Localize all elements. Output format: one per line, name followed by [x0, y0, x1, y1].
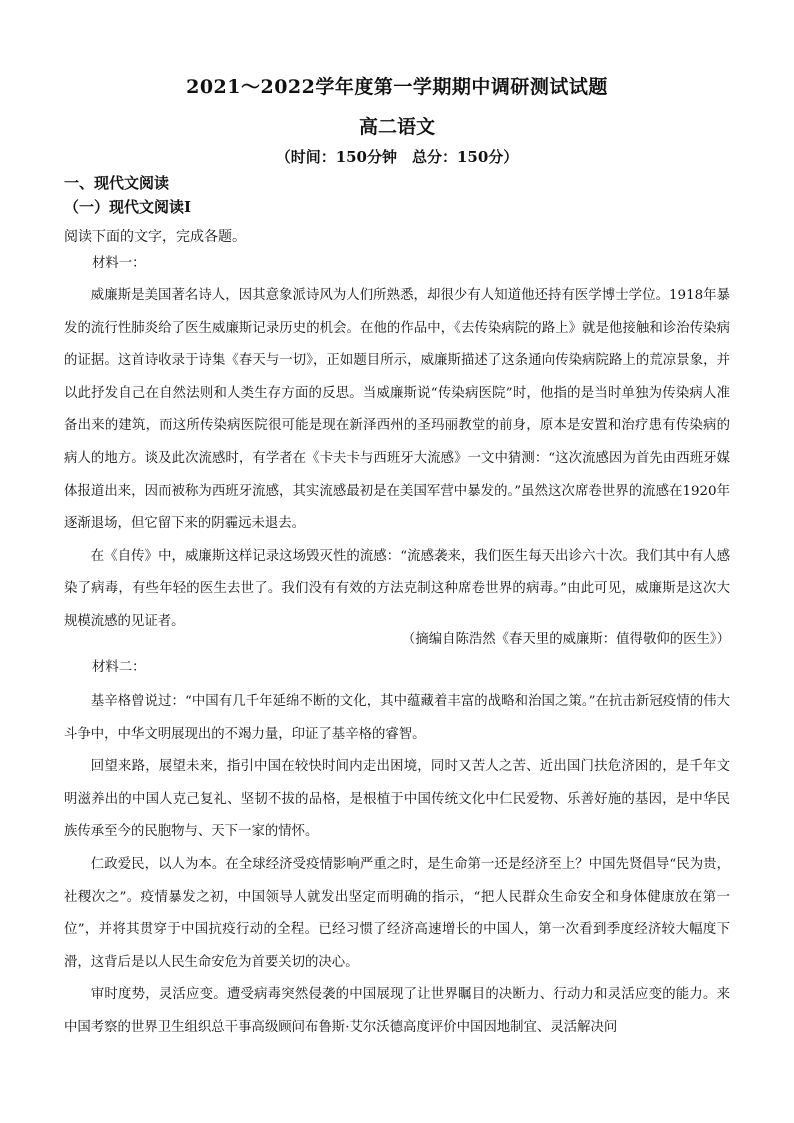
material-two-body	[64, 686, 730, 1045]
subsection-heading: （一）现代文阅读Ⅰ	[64, 198, 192, 216]
material-one-body	[64, 280, 730, 639]
material-two-paragraph: 回望来路，展望未来，指引中国在较快时间内走出困境，同时又苦人之苦、近出国门扶危济困的，是千年文明滋养出的中国人克己复礼、坚韧不拔的品格，是根植于中国传统文化中仁民爱物、乐善好施的基因，是中华民族传承至今的民胞物与、天下一家的情怀。	[64, 759, 730, 840]
material-one-label: 材料一：	[92, 256, 146, 271]
exam-time-score: （时间：150分钟 总分：150分）	[275, 148, 519, 166]
material-two-label: 材料二：	[92, 660, 146, 675]
material-two-paragraph: 仁政爱民，以人为本。在全球经济受疫情影响严重之时，是生命第一还是经济至上？中国先贤倡导“民为贵，社稷次之”。疫情暴发之初，中国领导人就发出坚定而明确的指示，“把人民群众生命安全和身体健康放在第一位”，并将其贯穿于中国抗疫行动的全程。已经习惯了经济高速增长的中国人，第一次看到季度经济较大幅度下滑，这背后是以人民生命安危为首要关切的决心。	[64, 856, 730, 970]
material-two-paragraph: 审时度势，灵活应变。遭受病毒突然侵袭的中国展现了让世界瞩目的决断力、行动力和灵活应变的能力。来中国考察的世界卫生组织总干事高级顾问布鲁斯·艾尔沃德高度评价中国因地制宜、灵活解决问	[64, 987, 730, 1035]
material-two-paragraph: 基辛格曾说过：“中国有几千年延绵不断的文化，其中蕴藏着丰富的战略和治国之策。”在抗击新冠疫情的伟大斗争中，中华文明展现出的不竭力量，印证了基辛格的睿智。	[64, 694, 730, 742]
reading-instruction: 阅读下面的文字，完成各题。	[64, 229, 246, 245]
material-one-paragraph: 威廉斯是美国著名诗人，因其意象派诗风为人们所熟悉，却很少有人知道他还持有医学博士学位。1918年暴发的流行性肺炎给了医生威廉斯记录历史的机会。在他的作品中，《去传染病院的路上》就是他接触和诊治传染病的证据。这首诗收录于诗集《春天与一切》，正如题目所示，威廉斯描述了这条通向传染病院路上的荒凉景象，并以此抒发自己在自然法则和人类生存方面的反思。当威廉斯说“传染病医院”时，他指的是当时单独为传染病人准备出来的建筑，而这所传染病医院很可能是现在新泽西州的圣玛丽教堂的前身，原本是安置和治疗患有传染病的病人的地方。谈及此次流感时，有学者在《卡夫卡与西班牙大流感》一文中猜测：“这次流感因为首先由西班牙媒体报道出来，因而被称为西班牙流感，其实流感最初是在美国军营中暴发的。”虽然这次席卷世界的流感在1920年逐渐退场，但它留下来的阴霾远未退去。	[64, 288, 730, 532]
material-one-source: （摘编自陈浩然《春天里的威廉斯：值得敬仰的医生》）	[401, 632, 730, 647]
exam-title: 2021～2022学年度第一学期期中调研测试试题	[186, 76, 608, 98]
exam-subject: 高二语文	[358, 116, 435, 138]
section-heading: 一、现代文阅读	[64, 174, 170, 192]
material-one-paragraph: 在《自传》中，威廉斯这样记录这场毁灭性的流感：“流感袭来，我们医生每天出诊六十次。我们其中有人感染了病毒，有些年轻的医生去世了。我们没有有效的方法克制这种席卷世界的病毒。”由此可见，威廉斯是这次大规模流感的见证者。	[64, 548, 730, 629]
